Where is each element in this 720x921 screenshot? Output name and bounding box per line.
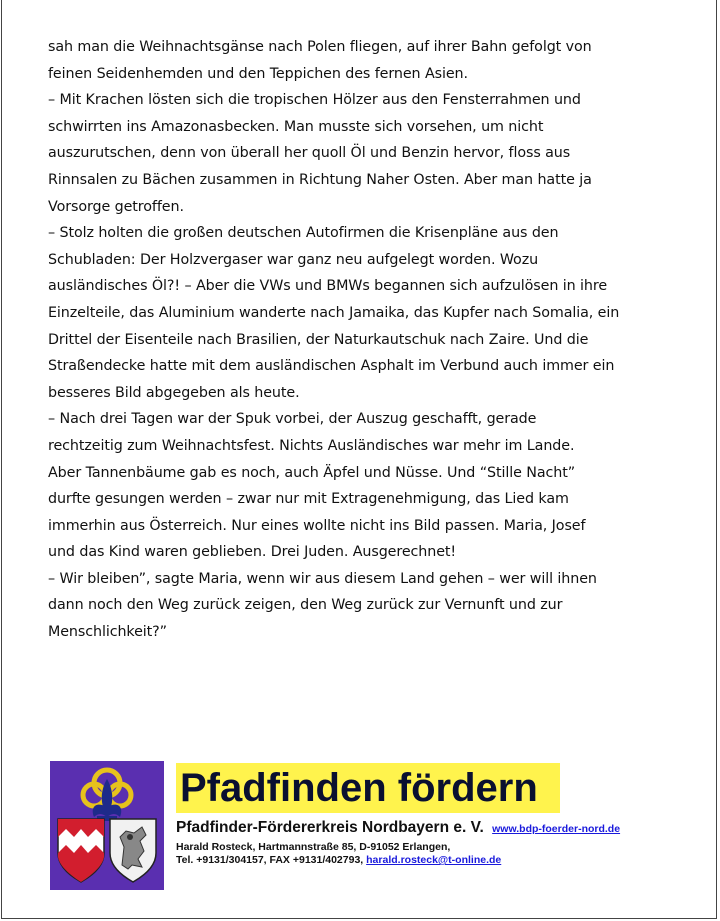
text-line: – Stolz holten die großen deutschen Autofirmen die Krisenpläne aus den <box>48 225 559 242</box>
contact-line <box>176 854 501 866</box>
text-line: Vorsorge getroffen. <box>48 198 184 215</box>
text-line: immerhin aus Österreich. Nur eines wollte nicht ins Bild passen. Maria, Josef <box>48 517 586 534</box>
text-line: besseres Bild abgegeben als heute. <box>48 384 300 401</box>
text-line: Straßendecke hatte mit dem ausländischen Asphalt im Verbund auch immer ein <box>48 358 615 375</box>
text-line: Schubladen: Der Holzvergaser war ganz neu aufgelegt worden. Wozu <box>48 251 539 268</box>
address-line: Harald Rosteck, Hartmannstraße 85, D-91052 Erlangen, <box>176 841 451 853</box>
text-line: und das Kind waren geblieben. Drei Juden. Ausgerechnet! <box>48 544 457 561</box>
body-text <box>48 34 688 646</box>
text-line: auszurutschen, denn von überall her quoll Öl und Benzin hervor, floss aus <box>48 145 571 162</box>
email-link[interactable]: harald.rosteck@t-online.de <box>366 854 502 866</box>
organization-name: Pfadfinder-Fördererkreis Nordbayern e. V. <box>176 819 484 836</box>
title-banner <box>176 763 560 813</box>
phone-fax-text: Tel. +9131/304157, FAX +9131/402793, <box>176 854 364 866</box>
text-line: – Wir bleiben”, sagte Maria, wenn wir aus diesem Land gehen – wer will ihnen <box>48 570 597 587</box>
text-line: ausländisches Öl?! – Aber die VWs und BMWs begannen sich aufzulösen in ihre <box>48 278 608 295</box>
organization-line <box>176 819 620 837</box>
text-line: dann noch den Weg zurück zeigen, den Weg zurück zur Vernunft und zur <box>48 597 563 614</box>
text-line: durfte gesungen werden – zwar nur mit Extragenehmigung, das Lied kam <box>48 491 569 508</box>
text-line: Aber Tannenbäume gab es noch, auch Äpfel und Nüsse. Und “Stille Nacht” <box>48 464 576 481</box>
text-line: Rinnsalen zu Bächen zusammen in Richtung Naher Osten. Aber man hatte ja <box>48 171 592 188</box>
text-line: – Nach drei Tagen war der Spuk vorbei, der Auszug geschafft, gerade <box>48 411 537 428</box>
banner-title: Pfadfinden fördern <box>180 766 538 810</box>
scout-lily-emblem-icon <box>50 761 164 890</box>
text-line: Drittel der Eisenteile nach Brasilien, der Naturkautschuk nach Zaire. Und die <box>48 331 589 348</box>
text-line: feinen Seidenhemden und den Teppichen des fernen Asien. <box>48 65 468 82</box>
text-line: sah man die Weihnachtsgänse nach Polen fliegen, auf ihrer Bahn gefolgt von <box>48 39 592 55</box>
text-line: Einzelteile, das Aluminium wanderte nach Jamaika, das Kupfer nach Somalia, ein <box>48 304 620 321</box>
text-line: – Mit Krachen lösten sich die tropischen Hölzer aus den Fensterrahmen und <box>48 92 581 109</box>
footer-signature <box>50 761 670 901</box>
document-page <box>1 0 717 919</box>
website-link[interactable]: www.bdp-foerder-nord.de <box>492 823 621 835</box>
text-line: schwirrten ins Amazonasbecken. Man musste sich vorsehen, um nicht <box>48 118 544 135</box>
text-line: Menschlichkeit?” <box>48 624 167 641</box>
text-line: rechtzeitig zum Weihnachtsfest. Nichts Ausländisches war mehr im Lande. <box>48 437 575 454</box>
